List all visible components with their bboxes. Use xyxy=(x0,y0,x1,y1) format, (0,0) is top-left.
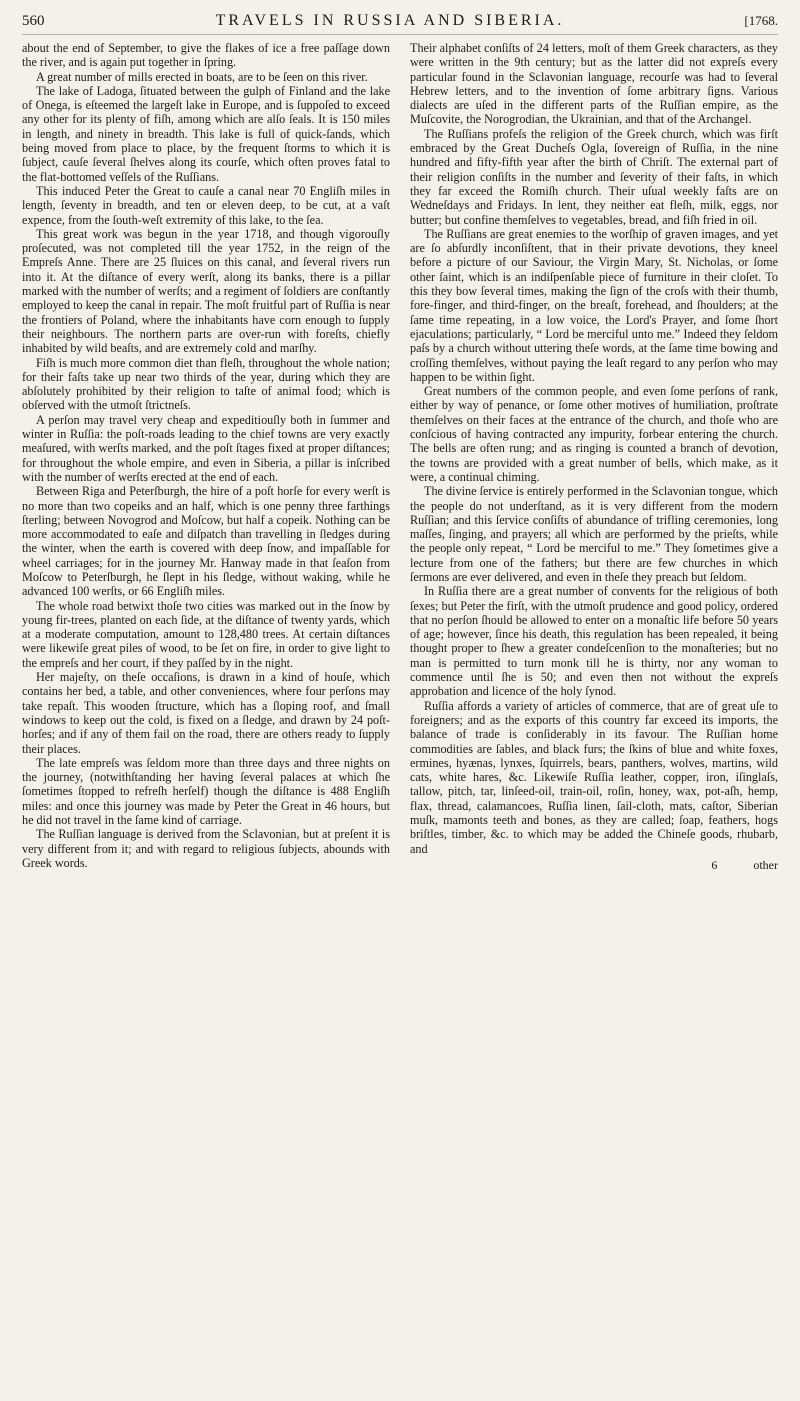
running-head: TRAVELS IN RUSSIA AND SIBERIA. xyxy=(215,12,565,29)
paragraph: A great number of mills erected in boats, are to be ſeen on this river. xyxy=(36,69,368,84)
paragraph: Great numbers of the common people, and even ſome perſons of rank, either by way of penance, or ſome other motives of humiliation, proſtrate themſelves on their faces at the entrance of the church, and thoſe who are conſcious of having contracted any impurity, forbear entering the church. The bells are often rung; and as ringing is counted a branch of devotion, the towns are provided with a great number of bells, which make, as it were, a continual chiming. xyxy=(410,384,778,484)
page-header xyxy=(22,12,778,35)
catchword: other xyxy=(753,857,778,872)
paragraph: Ruſſia affords a variety of articles of commerce, that are of great uſe to foreigners; and as the exports of this country far exceed its imports, the balance of trade is conſiderably in its favour. The Ruſſian home commodities are ſables, and black furs; the ſkins of blue and white foxes, ermines, hyænas, lynxes, ſquirrels, bears, panthers, wolves, martins, wild cats, white hares, &c. Likewiſe Ruſſia leather, copper, iron, iſinglaſs, tallow, pitch, tar, linſeed-oil, train-oil, roſin, honey, wax, pot-aſh, hemp, flax, thread, calamancoes, Ruſſia linen, ſail-cloth, mats, caſtor, Siberian muſk, mamonts teeth and bones, as they are called; ſoap, feathers, hogs briſtles, timber, &c. to which may be added the Chineſe goods, rhubarb, and xyxy=(410,698,778,856)
paragraph: The late empreſs was ſeldom more than three days and three nights on the journey, (notwithſtanding her having ſeveral palaces at which ſhe ſometimes ſtopped to refreſh herſelf) though the diſtance is 488 Engliſh miles: and once this journey was made by Peter the Great in 46 hours, but he did not travel in the ſame kind of carriage. xyxy=(22,755,390,828)
paragraph: The Ruſſian language is derived from the Sclavonian, but at preſent it is very different from it; and with regard to religious ſubjects, abounds with Greek words. xyxy=(22,827,390,870)
paragraph: Their alphabet conſiſts of 24 letters, moſt of them Greek characters, as they were written in the 9th century; but as the latter did not expreſs every particular found in the Sclavonian language, recourſe was had to ſeveral Hebrew letters, and to the invention of ſome arbitrary ſigns. Various dialects are uſed in the different parts of the Ruſſian empire, as the Muſcovite, the Norogrodian, the Ukrainian, and that of the Archangel. xyxy=(410,41,778,127)
paragraph: The lake of Ladoga, ſituated between the gulph of Finland and the lake of Onega, is eſteemed the largeſt lake in Europe, and is ſuppoſed to exceed any other for its plenty of fiſh, among which are alſo ſeals. It is 150 miles in length, and ninety in breadth. This lake is full of quick-ſands, which being moved from place to place, by the frequent ſtorms to which it is ſubject, cauſe ſeveral ſhelves along its courſe, which often proves fatal to the flat-bottomed veſſels of the Ruſſians. xyxy=(22,83,390,184)
signature-mark: 6 xyxy=(711,857,718,872)
paragraph: Between Riga and Peterſburgh, the hire of a poſt horſe for every werſt is no more than two copeiks and an half, which is one penny three farthings ſterling; between Novogrod and Moſcow, but half a copeik. Nothing can be more accommodated to eaſe and diſpatch than travelling in ſledges during the winter, when the earth is covered with deep ſnow, and impaſſable for wheel carriages; for in the journey Mr. Hanway made in that ſeaſon from Moſcow to Peterſburgh, he ſlept in his ſledge, without waking, while he advanced 100 werſts, or 66 Engliſh miles. xyxy=(22,484,390,599)
paragraph: The Ruſſians are great enemies to the worſhip of graven images, and yet are ſo abſurdly inconſiſtent, that in their private devotions, they kneel before a picture of our Saviour, the Virgin Mary, St. Nicholas, or ſome other ſaint, which is an indiſpenſable piece of furniture in their cloſet. To this they bow ſeveral times, making the ſign of the croſs with their thumb, fore-finger, and third-finger, on the breaſt, forehead, and ſhoulders; at the ſame time repeating, in a low voice, the Lord's Prayer, and ſome ſhort ejaculations; particularly, “ Lord be merciful unto me.” Indeed they ſeldom paſs by a church without uttering theſe words, at the ſame time bowing and croſſing themſelves, without paying the leaſt regard to any perſon who may happen to be within ſight. xyxy=(410,226,778,384)
paragraph: A perſon may travel very cheap and expeditiouſly both in ſummer and winter in Ruſſia: the poſt-roads leading to the chief towns are very exactly meaſured, with werſts marked, and the poſt ſtages fixed at proper diſtances; for throughout the whole empire, and even in Siberia, a pillar is inſcribed with the number of werſts erected at the end of each. xyxy=(22,412,390,484)
page-number: 560 xyxy=(22,13,45,29)
paragraph: In Ruſſia there are a great number of convents for the religious of both ſexes; but Peter the firſt, with the utmoſt prudence and good policy, ordered that no perſon ſhould be allowed to enter on a monaſtic life before 50 years of age; however, ſince his death, this regulation has been repealed, it being thought proper to ſhew a greater condeſcenſion to the monaſteries; but no man is permitted to turn monk till he is thirty, nor any woman to commence until ſhe is 50; and even then not without the expreſs approbation and licence of the holy ſynod. xyxy=(410,584,778,699)
page-year: [1768. xyxy=(744,13,778,28)
paragraph: Her majeſty, on theſe occaſions, is drawn in a kind of houſe, which contains her bed, a table, and other conveniences, where four perſons may take repaſt. This wooden ſtructure, which has a ſloping roof, and ſmall windows to keep out the cold, is fixed on a ſledge, and drawn by 24 poſt-horſes; and if any of them fail on the road, there are others ready to ſupply their places. xyxy=(22,670,390,756)
paragraph: Fiſh is much more common diet than fleſh, throughout the whole nation; for their faſts take up near two thirds of the year, during which they are abſolutely prohibited by their religion to taſte of animal food; which is obſerved with the utmoſt ſtrictneſs. xyxy=(22,355,390,413)
paragraph: The whole road betwixt thoſe two cities was marked out in the ſnow by young fir-trees, planted on each ſide, at the diſtance of twenty yards, which at a moderate computation, amount to 128,480 trees. At certain diſtances were likewiſe great piles of wood, to be ſet on fire, in order to give light to the empreſs and her court, if they paſſed by in the night. xyxy=(22,598,390,670)
paragraph: This induced Peter the Great to cauſe a canal near 70 Engliſh miles in length, ſeventy in breadth, and ten or eleven deep, to be cut, at a vaſt expence, from the ſouth-weſt extremity of this lake, to the ſea. xyxy=(22,183,390,227)
paragraph: This great work was begun in the year 1718, and though vigorouſly proſecuted, was not completed till the year 1752, in the reign of the Empreſs Anne. There are 25 ſluices on this canal, and ſeveral rivers run into it. At the diſtance of every werſt, along its banks, there is a pillar marked with the number of werſts; and a regiment of ſoldiers are conſtantly employed to keep the canal in repair. The moſt fruitful part of Ruſſia is near the frontiers of Poland, where the inhabitants have corn enough to ſupply their neighbours. The northern parts are over-run with foreſts, chiefly inhabited by wild beaſts, and are extremely cold and marſhy. xyxy=(22,226,390,356)
text-columns xyxy=(22,41,778,1391)
paragraph: The divine ſervice is entirely performed in the Sclavonian tongue, which the people do not underſtand, as it is very different from the modern Ruſſian; and this ſervice conſiſts of abundance of trifling ceremonies, long maſſes, ſinging, and prayers; all which are performed by the prieſts, while the people only repeat, “ Lord be merciful to me.” They ſometimes give a lecture from one of the fathers; but there are few churches in which ſermons are ever delivered, and even in theſe they preach but ſeldom. xyxy=(410,484,778,584)
left-column xyxy=(22,41,390,1391)
page-footer xyxy=(410,858,778,872)
paragraph: The Ruſſians profeſs the religion of the Greek church, which was firſt embraced by the Great Ducheſs Ogla, ſovereign of Ruſſia, in the nine hundred and fifty-fifth year after the birth of Chriſt. The external part of their religion conſiſts in the number and ſeverity of their faſts, in which they far exceed the Romiſh church. Their uſual weekly faſts are on Wedneſdays and Fridays. In lent, they neither eat fleſh, milk, eggs, nor butter; but confine themſelves to vegetables, bread, and fiſh fried in oil. xyxy=(410,126,778,227)
paragraph: about the end of September, to give the flakes of ice a free paſſage down the river, and is again put together in ſpring. xyxy=(22,41,390,70)
right-column xyxy=(410,41,778,1391)
